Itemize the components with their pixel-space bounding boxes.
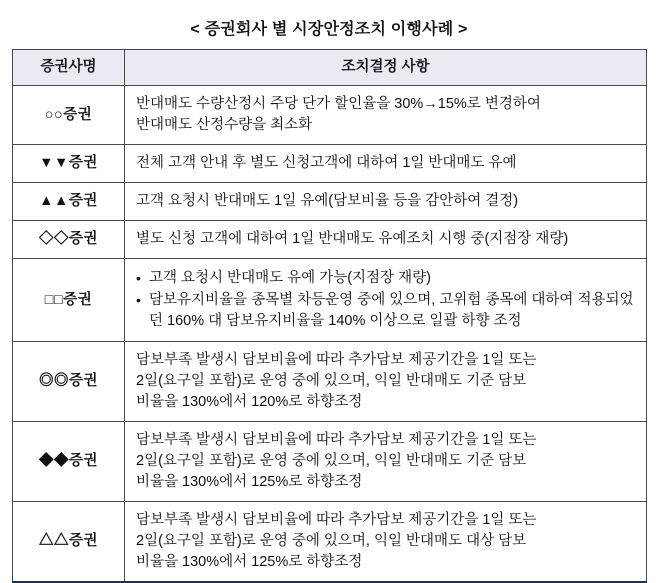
- cell-firm-name: ▼▼증권: [13, 145, 125, 183]
- cell-measure-detail: [125, 422, 647, 502]
- cell-measure-detail: [125, 502, 647, 583]
- table-row: [13, 86, 647, 145]
- detail-bullet-item: • 담보유지비율을 종목별 차등운영 중에 있으며, 고위험 종목에 대하여 적용되었던 160% 대 담보유지비율을 140% 이상으로 일괄 하향 조정: [136, 290, 637, 332]
- detail-line: 별도 신청 고객에 대하여 1일 반대매도 유예조치 시행 중(지점장 재량): [136, 231, 569, 248]
- page-title: < 증권회사 별 시장안정조치 이행사례 >: [190, 21, 468, 38]
- detail-line: 담보부족 발생시 담보비율에 따라 추가담보 제공기간을 1일 또는: [136, 352, 537, 369]
- cell-firm-name: ◇◇증권: [13, 221, 125, 259]
- cell-firm-name: □□증권: [13, 259, 125, 342]
- table-row: [13, 342, 647, 422]
- detail-bullet-list: [136, 268, 637, 332]
- cell-firm-name: ○○증권: [13, 86, 125, 145]
- cell-firm-name: △△증권: [13, 502, 125, 583]
- cell-firm-name: ◎◎증권: [13, 342, 125, 422]
- table-row: [13, 422, 647, 502]
- cell-measure-detail: [125, 221, 647, 259]
- table-row: [13, 259, 647, 342]
- detail-line: 비율을 130%에서 125%로 하향조정: [136, 474, 363, 491]
- column-header-firm: 증권사명: [13, 50, 125, 86]
- table-header: [13, 50, 647, 86]
- detail-line: 고객 요청시 반대매도 1일 유예(담보비율 등을 감안하여 결정): [136, 193, 519, 210]
- detail-line: 담보부족 발생시 담보비율에 따라 추가담보 제공기간을 1일 또는: [136, 432, 537, 449]
- table-row: [13, 183, 647, 221]
- cell-firm-name: ◆◆증권: [13, 422, 125, 502]
- detail-line: 담보부족 발생시 담보비율에 따라 추가담보 제공기간을 1일 또는: [136, 512, 537, 529]
- cell-measure-detail: [125, 259, 647, 342]
- cell-measure-detail: [125, 86, 647, 145]
- cell-measure-detail: [125, 342, 647, 422]
- table-body: [13, 86, 647, 583]
- cell-measure-detail: [125, 145, 647, 183]
- detail-line: 2일(요구일 포함)로 운영 중에 있으며, 익일 반대매도 대상 담보: [136, 533, 527, 550]
- detail-line: 반대매도 수량산정시 주당 단가 할인율을 30%→15%로 변경하여: [136, 96, 541, 113]
- cell-measure-detail: [125, 183, 647, 221]
- detail-line: 반대매도 산정수량을 최소화: [136, 117, 313, 134]
- measures-table: [12, 49, 647, 583]
- detail-bullet-item: • 고객 요청시 반대매도 유예 가능(지점장 재량): [136, 268, 637, 289]
- detail-line: 2일(요구일 포함)로 운영 중에 있으며, 익일 반대매도 기준 담보: [136, 373, 527, 390]
- detail-line: 2일(요구일 포함)로 운영 중에 있으며, 익일 반대매도 기준 담보: [136, 453, 527, 470]
- detail-line: 전체 고객 안내 후 별도 신청고객에 대하여 1일 반대매도 유예: [136, 155, 517, 172]
- table-row: [13, 145, 647, 183]
- table-header-row: [13, 50, 647, 86]
- detail-line: 비율을 130%에서 120%로 하향조정: [136, 394, 363, 411]
- table-row: [13, 221, 647, 259]
- table-row: [13, 502, 647, 583]
- detail-line: 비율을 130%에서 125%로 하향조정: [136, 554, 363, 571]
- cell-firm-name: ▲▲증권: [13, 183, 125, 221]
- column-header-measure: 조치결정 사항: [125, 50, 647, 86]
